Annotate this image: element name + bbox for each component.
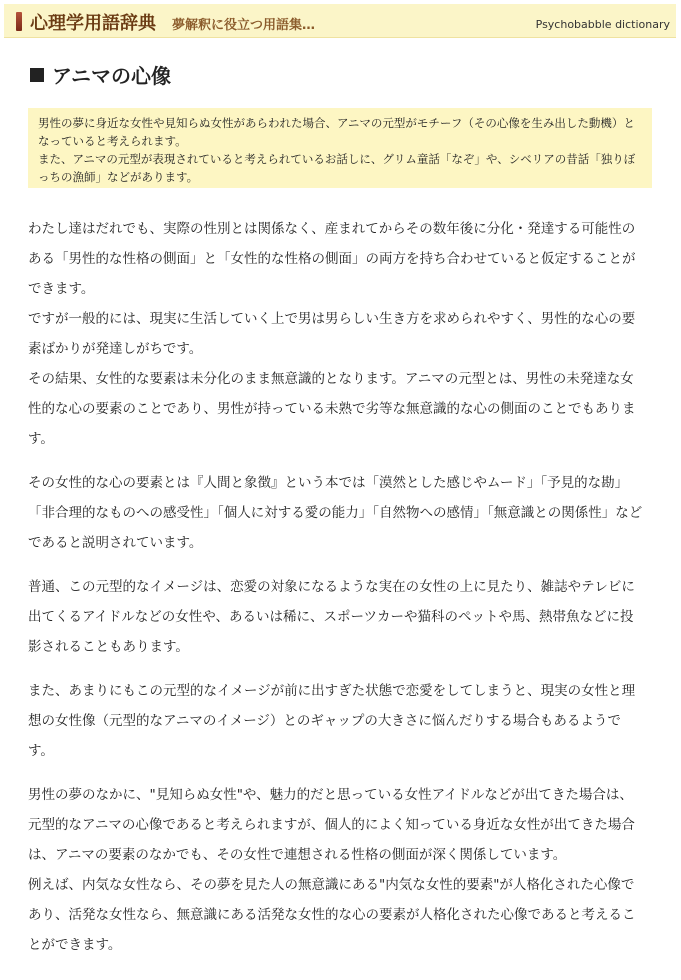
site-title[interactable]: 心理学用語辞典 bbox=[30, 13, 156, 34]
article-body bbox=[28, 214, 644, 974]
site-header bbox=[4, 4, 676, 38]
paragraph bbox=[28, 214, 644, 454]
paragraph bbox=[28, 780, 644, 960]
paragraph-sentence: 普通、この元型的なイメージは、恋愛の対象になるような実在の女性の上に見たり、雑誌やテレビに出てくるアイドルなどの女性や、あるいは稀に、スポーツカーや猫科のペットや馬、熱帯魚などに投影されることもあります。 bbox=[28, 579, 635, 655]
book-icon bbox=[16, 12, 22, 31]
site-subtitle: 夢解釈に役立つ用語集… bbox=[172, 18, 316, 33]
page-title-text: アニマの心像 bbox=[52, 64, 171, 88]
summary-box bbox=[28, 108, 652, 188]
paragraph bbox=[28, 468, 644, 558]
paragraph-sentence: また、あまりにもこの元型的なイメージが前に出すぎた状態で恋愛をしてしまうと、現実の女性と理想の女性像（元型的なアニマのイメージ）とのギャップの大きさに悩んだりする場合もあるようです。 bbox=[28, 683, 636, 759]
paragraph bbox=[28, 572, 644, 662]
paragraph-sentence: その女性的な心の要素とは『人間と象徴』という本では「漠然とした感じやムード」「予見的な勘」「非合理的なものへの感受性」「個人に対する愛の能力」「自然物への感情」「無意識との関係性」などであると説明されています。 bbox=[28, 475, 643, 551]
site-english-title: Psychobabble dictionary bbox=[535, 18, 670, 31]
page-title bbox=[30, 60, 171, 89]
paragraph-sentence: 例えば、内気な女性なら、その夢を見た人の無意識にある"内気な女性的要素"が人格化された心像であり、活発な女性なら、無意識にある活発な女性的な心の要素が人格化された心像であると考えることができます。 bbox=[28, 877, 636, 953]
summary-line: また、アニマの元型が表現されていると考えられているお話しに、グリム童話「なぞ」や、シベリアの昔話「独りぼっちの漁師」などがあります。 bbox=[38, 152, 636, 184]
paragraph bbox=[28, 676, 644, 766]
square-bullet-icon bbox=[30, 68, 44, 82]
summary-line: 男性の夢に身近な女性や見知らぬ女性があらわれた場合、アニマの元型がモチーフ（その心像を生み出した動機）となっていると考えられます。 bbox=[38, 116, 635, 148]
paragraph-sentence: その結果、女性的な要素は未分化のまま無意識的となります。アニマの元型とは、男性の未発達な女性的な心の要素のことであり、男性が持っている未熟で劣等な無意識的な心の側面のことでもあります。 bbox=[28, 371, 636, 447]
paragraph-sentence: わたし達はだれでも、実際の性別とは関係なく、産まれてからその数年後に分化・発達する可能性のある「男性的な性格の側面」と「女性的な性格の側面」の両方を持ち合わせていると仮定することができます。 bbox=[28, 221, 636, 297]
paragraph-sentence: ですが一般的には、現実に生活していく上で男は男らしい生き方を求められやすく、男性的な心の要素ばかりが発達しがちです。 bbox=[28, 311, 636, 357]
paragraph-sentence: 男性の夢のなかに、"見知らぬ女性"や、魅力的だと思っている女性アイドルなどが出てきた場合は、元型的なアニマの心像であると考えられますが、個人的によく知っている身近な女性が出てきた場合は、アニマの要素のなかでも、その女性で連想される性格の側面が深く関係しています。 bbox=[28, 787, 635, 863]
